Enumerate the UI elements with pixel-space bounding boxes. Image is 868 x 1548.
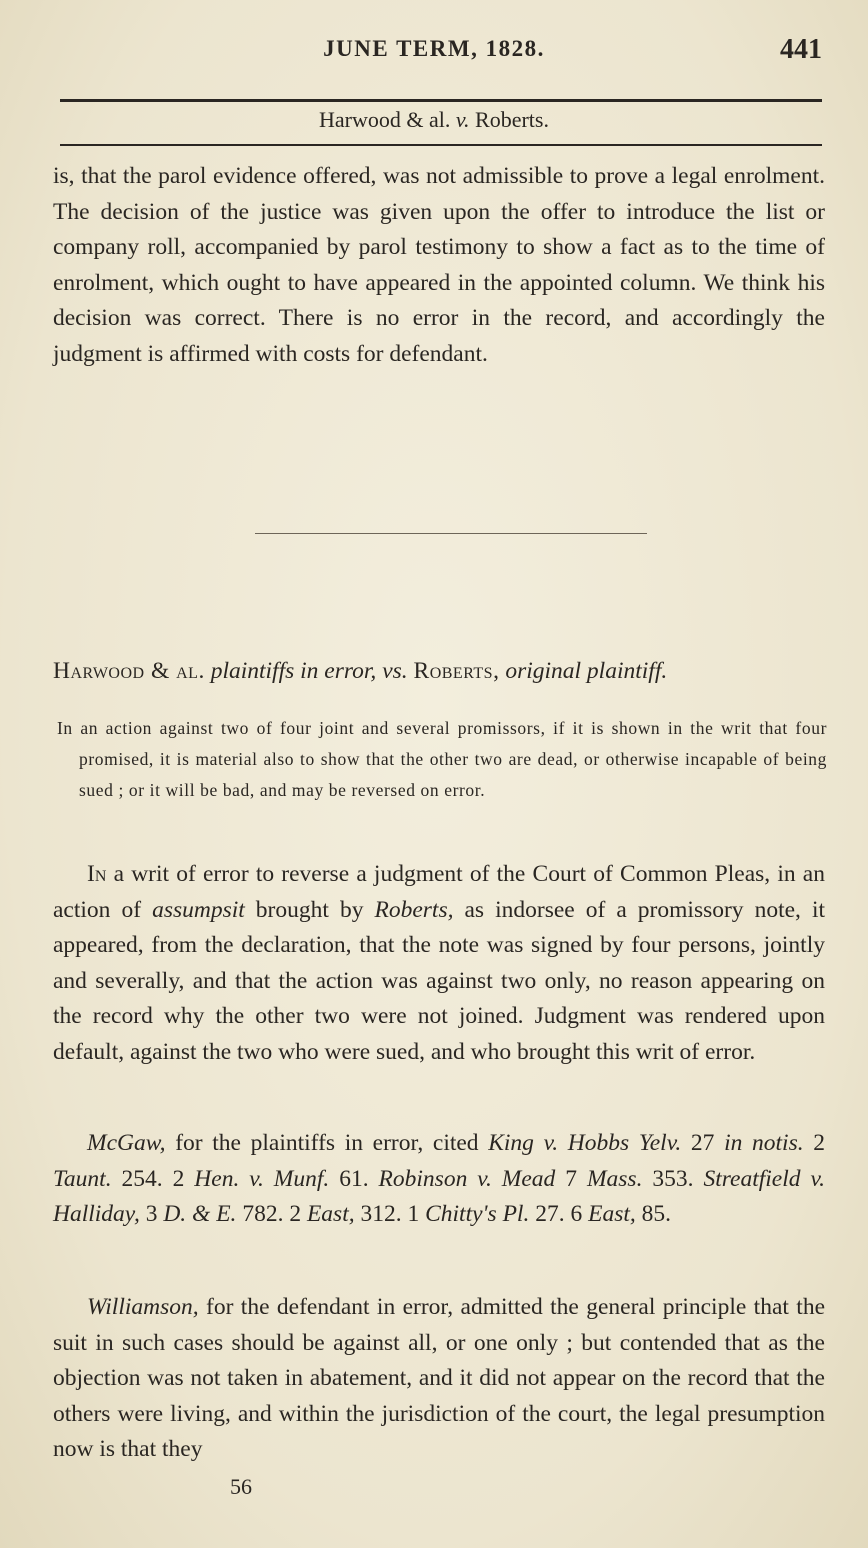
- citation: East,: [588, 1201, 636, 1227]
- headnote: [57, 713, 827, 806]
- signature-mark: 56: [230, 1474, 252, 1499]
- citations-paragraph: McGaw, for the plaintiffs in error, cited King v. Hobbs Yelv. 27 in notis. 2 Taunt. 254. 2 Hen. v. Munf. 61. Robinson v. Mead 7 Mass. 353. Streatfield v. Halliday, 3 D. & E. 782. 2 East, 312. 1 Chitty's Pl. 27. 6 East, 85.: [53, 1130, 826, 1227]
- citation: Streatfield v. Halliday,: [53, 1165, 826, 1227]
- citation: Mass.: [586, 1165, 643, 1192]
- statement-lead: In: [87, 861, 107, 887]
- case-caption: [0, 107, 868, 133]
- section-separator: [255, 533, 647, 534]
- counsel-mcgaw: McGaw,: [87, 1130, 166, 1156]
- header-rule-top: [60, 99, 822, 102]
- headnote-text: In an action against two of four joint and several promissors, if it is shown in the writ that four promised, it is material also to show that the other two are dead, or otherwise incapable of being sued ; or it will be bad, and may be reversed on error.: [57, 718, 827, 800]
- citation: King v. Hobbs Yelv.: [488, 1130, 682, 1156]
- caption-parties: Harwood & al.: [319, 107, 456, 132]
- page-number: 441: [780, 34, 822, 65]
- header-rule-bottom: [60, 144, 822, 146]
- case-role-plaintiffs: plaintiffs in error,: [210, 658, 377, 684]
- running-head: [0, 34, 868, 68]
- citation: East,: [306, 1201, 355, 1227]
- term-heading: JUNE TERM, 1828.: [323, 36, 545, 61]
- case-versus: vs.: [382, 658, 408, 684]
- citation: Taunt.: [53, 1165, 112, 1192]
- argument-paragraph: Williamson, for the defendant in error, admitted the general principle that the suit in such cases should be against all, or one only ; but contended that as the objection was not taken in abatement, and it did not appear on the record that the others were living, and within the jurisdiction of the court, the legal presumption now is that they: [53, 1294, 825, 1462]
- case-party-defendant: Roberts,: [413, 658, 500, 684]
- case-title: [53, 658, 833, 685]
- caption-respondent: Roberts.: [469, 107, 549, 132]
- opening-paragraph: is, that the parol evidence offered, was not admissible to prove a legal enrolment. The decision of the justice was given upon the offer to introduce the list or company roll, accompanied by parol testimony to show a fact as to the time of enrolment, which ought to have appeared in the appointed column. We think his decision was correct. There is no error in the record, and accordingly the judgment is affirmed with costs for defendant.: [53, 163, 825, 367]
- statement-paragraph: In a writ of error to reverse a judgment of the Court of Common Pleas, in an action of assumpsit brought by Roberts, as indorsee of a promissory note, it appeared, from the declaration, that the note was signed by four persons, jointly and severally, and that the action was against two only, no reason appearing on the record why the other two were not joined. Judgment was rendered upon default, against the two who were sued, and who brought this writ of error.: [53, 861, 826, 1065]
- citation: in notis.: [724, 1130, 804, 1156]
- citation: Robinson v. Mead: [378, 1165, 556, 1192]
- case-party-plaintiffs: Harwood & al.: [53, 658, 205, 684]
- counsel-williamson: Williamson,: [87, 1294, 199, 1320]
- citation: Chitty's Pl.: [425, 1201, 530, 1227]
- caption-versus: v.: [455, 107, 470, 132]
- citation: D. & E.: [163, 1201, 237, 1227]
- citation: Hen. v. Munf.: [194, 1165, 330, 1192]
- case-role-defendant: original plaintiff.: [505, 658, 668, 684]
- statement-assumpsit: assumpsit: [152, 896, 245, 923]
- statement-roberts: Roberts,: [374, 896, 454, 923]
